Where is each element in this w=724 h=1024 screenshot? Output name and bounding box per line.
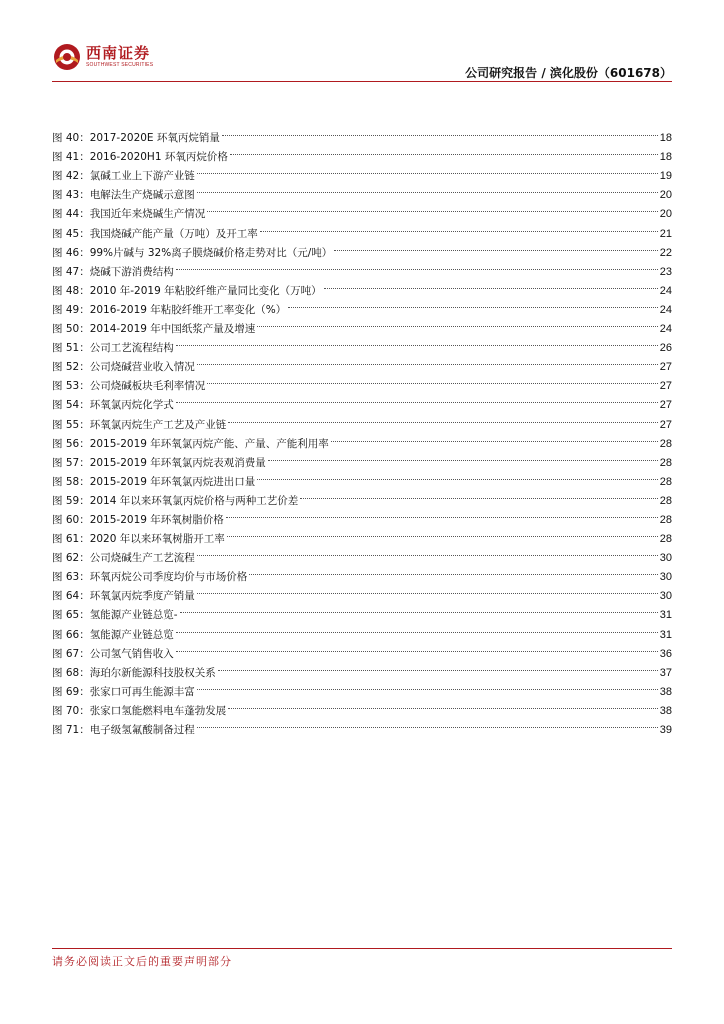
toc-entry-page: 28 bbox=[659, 456, 672, 469]
toc-entry-label: 图 50：2014-2019 年中国纸浆产量及增速 bbox=[52, 323, 256, 336]
toc-entry-page: 26 bbox=[659, 342, 672, 355]
toc-entry-label: 图 52：公司烧碱营业收入情况 bbox=[52, 361, 195, 374]
toc-leader-dots bbox=[207, 364, 658, 384]
toc-entry-page: 30 bbox=[659, 590, 672, 603]
toc-entry-label: 图 44：我国近年来烧碱生产情况 bbox=[52, 208, 206, 221]
toc-leader-dots bbox=[228, 402, 658, 422]
toc-entry-label: 图 68：海珀尔新能源科技股权关系 bbox=[52, 666, 216, 679]
toc-entry-page: 18 bbox=[659, 151, 672, 164]
toc-entry-label: 图 53：公司烧碱板块毛利率情况 bbox=[52, 380, 206, 393]
toc-leader-dots bbox=[176, 250, 658, 270]
toc-leader-dots bbox=[197, 536, 658, 556]
logo-english-name: SOUTHWEST SECURITIES bbox=[86, 62, 154, 68]
toc-entry-label: 图 65：氢能源产业链总览- bbox=[52, 609, 178, 622]
toc-entry-page: 38 bbox=[659, 704, 672, 717]
toc-entry-label: 图 49：2016-2019 年粘胶纤维开工率变化（%） bbox=[52, 303, 287, 316]
toc-leader-dots bbox=[197, 670, 658, 690]
toc-leader-dots bbox=[300, 479, 657, 499]
toc-entry-label: 图 46：99%片碱与 32%离子膜烧碱价格走势对比（元/吨） bbox=[52, 246, 333, 259]
toc-entry-page: 30 bbox=[659, 571, 672, 584]
toc-leader-dots bbox=[228, 689, 658, 709]
toc-entry-page: 31 bbox=[659, 628, 672, 641]
figure-index bbox=[52, 121, 672, 736]
toc-entry-page: 37 bbox=[659, 666, 672, 679]
toc-entry-label: 图 70：张家口氢能燃料电车蓬勃发展 bbox=[52, 704, 227, 717]
toc-entry-page: 28 bbox=[659, 533, 672, 546]
toc-leader-dots bbox=[334, 231, 658, 251]
toc-entry-label: 图 51：公司工艺流程结构 bbox=[52, 342, 174, 355]
toc-entry-label: 图 59：2014 年以来环氧氯丙烷价格与两种工艺价差 bbox=[52, 494, 299, 507]
toc-entry-page: 18 bbox=[659, 132, 672, 145]
toc-entry-label: 图 69：张家口可再生能源丰富 bbox=[52, 685, 195, 698]
toc-entry-page: 28 bbox=[659, 513, 672, 526]
toc-entry-label: 图 61：2020 年以来环氧树脂开工率 bbox=[52, 533, 225, 546]
toc-entry-label: 图 63：环氧丙烷公司季度均价与市场价格 bbox=[52, 571, 248, 584]
toc-leader-dots bbox=[230, 135, 658, 155]
toc-leader-dots bbox=[226, 498, 658, 518]
toc-entry-label: 图 40：2017-2020E 环氧丙烷销量 bbox=[52, 132, 220, 145]
toc-entry-page: 24 bbox=[659, 323, 672, 336]
toc-leader-dots bbox=[288, 288, 658, 308]
toc-entry-page: 24 bbox=[659, 284, 672, 297]
toc-entry-label: 图 55：环氧氯丙烷生产工艺及产业链 bbox=[52, 418, 227, 431]
toc-leader-dots bbox=[324, 269, 658, 289]
toc-entry-page: 38 bbox=[659, 685, 672, 698]
toc-entry-label: 图 42：氯碱工业上下游产业链 bbox=[52, 170, 195, 183]
toc-entry-label: 图 41：2016-2020H1 环氧丙烷价格 bbox=[52, 151, 228, 164]
toc-leader-dots bbox=[222, 116, 658, 136]
header-divider bbox=[52, 81, 672, 82]
toc-entry-page: 20 bbox=[659, 208, 672, 221]
toc-entry-label: 图 58：2015-2019 年环氧氯丙烷进出口量 bbox=[52, 475, 256, 488]
toc-entry-label: 图 45：我国烧碱产能产量（万吨）及开工率 bbox=[52, 227, 258, 240]
toc-leader-dots bbox=[197, 154, 658, 174]
toc-leader-dots bbox=[176, 326, 658, 346]
toc-leader-dots bbox=[257, 307, 657, 327]
toc-leader-dots bbox=[249, 555, 658, 575]
toc-entry-label: 图 67：公司氢气销售收入 bbox=[52, 647, 174, 660]
toc-entry-page: 31 bbox=[659, 609, 672, 622]
toc-entry-page: 27 bbox=[659, 418, 672, 431]
toc-leader-dots bbox=[180, 593, 658, 613]
toc-leader-dots bbox=[260, 211, 658, 231]
toc-entry-page: 27 bbox=[659, 399, 672, 412]
toc-entry-label: 图 43：电解法生产烧碱示意图 bbox=[52, 189, 195, 202]
toc-leader-dots bbox=[176, 383, 658, 403]
toc-leader-dots bbox=[197, 173, 658, 193]
toc-leader-dots bbox=[197, 574, 658, 594]
logo-mark-icon bbox=[52, 42, 82, 72]
toc-entry-label: 图 57：2015-2019 年环氧氯丙烷表观消费量 bbox=[52, 456, 266, 469]
toc-entry-label: 图 47：烧碱下游消费结构 bbox=[52, 265, 174, 278]
toc-entry-page: 24 bbox=[659, 303, 672, 316]
toc-entry-page: 27 bbox=[659, 380, 672, 393]
report-title: 公司研究报告 / 滨化股份（601678） bbox=[465, 66, 672, 80]
toc-leader-dots bbox=[197, 345, 658, 365]
toc-entry-label: 图 48：2010 年-2019 年粘胶纤维产量同比变化（万吨） bbox=[52, 284, 322, 297]
page-header bbox=[0, 0, 724, 80]
toc-leader-dots bbox=[331, 422, 658, 442]
toc-entry-page: 39 bbox=[659, 724, 672, 736]
toc-leader-dots bbox=[176, 632, 658, 652]
toc-leader-dots bbox=[176, 612, 658, 632]
toc-entry-page: 30 bbox=[659, 552, 672, 565]
toc-entry-label: 图 54：环氧氯丙烷化学式 bbox=[52, 399, 174, 412]
toc-leader-dots bbox=[257, 460, 657, 480]
toc-entry-page: 36 bbox=[659, 647, 672, 660]
toc-entry-page: 28 bbox=[659, 494, 672, 507]
toc-entry-page: 20 bbox=[659, 189, 672, 202]
toc-leader-dots bbox=[268, 441, 658, 461]
toc-entry-page: 23 bbox=[659, 265, 672, 278]
toc-leader-dots bbox=[207, 192, 658, 212]
toc-entry-page: 21 bbox=[659, 227, 672, 240]
toc-entry-label: 图 66：氢能源产业链总览 bbox=[52, 628, 174, 641]
toc-entry-page: 28 bbox=[659, 475, 672, 488]
toc-entry-page: 19 bbox=[659, 170, 672, 183]
footer-disclaimer: 请务必阅读正文后的重要声明部分 bbox=[52, 955, 232, 968]
toc-entry-page: 27 bbox=[659, 361, 672, 374]
toc-entry-label: 图 60：2015-2019 年环氧树脂价格 bbox=[52, 513, 224, 526]
toc-leader-dots bbox=[227, 517, 658, 537]
toc-entry-label: 图 62：公司烧碱生产工艺流程 bbox=[52, 552, 195, 565]
toc-leader-dots bbox=[218, 651, 658, 671]
toc-entry-label: 图 64：环氧氯丙烷季度产销量 bbox=[52, 590, 195, 603]
toc-entry-page: 28 bbox=[659, 437, 672, 450]
toc-entry-label: 图 71：电子级氢氟酸制备过程 bbox=[52, 724, 195, 736]
toc-entry-page: 22 bbox=[659, 246, 672, 259]
toc-entry-label: 图 56：2015-2019 年环氧氯丙烷产能、产量、产能利用率 bbox=[52, 437, 329, 450]
company-logo bbox=[52, 42, 153, 72]
logo-chinese-name: 西南证券 bbox=[86, 44, 151, 62]
toc-leader-dots bbox=[197, 708, 658, 728]
footer-divider bbox=[52, 948, 672, 949]
